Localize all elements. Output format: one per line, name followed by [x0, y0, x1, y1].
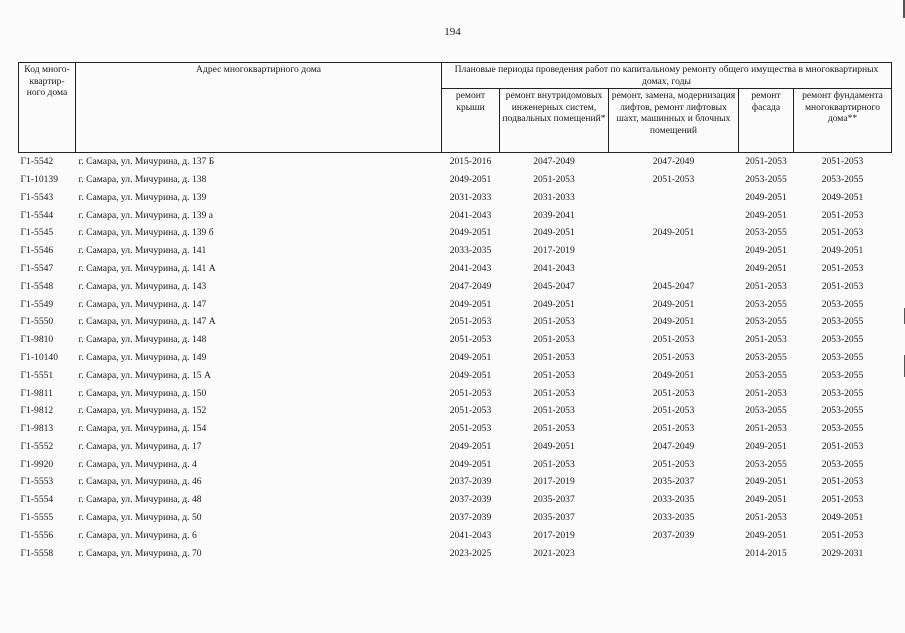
row-systems-period: 2047-2049 [500, 153, 609, 171]
row-foundation-period: 2053-2055 [821, 173, 864, 185]
row-foundation-period: 2049-2051 [821, 191, 864, 203]
row-systems-period: 2051-2053 [533, 316, 575, 328]
row-lifts-period: 2047-2049 [652, 440, 695, 452]
row-address: г. Самара, ул. Мичурина, д. 150 [78, 387, 207, 399]
row-facade-period: 2049-2051 [745, 476, 787, 488]
row-foundation-period: 2053-2055 [821, 334, 864, 346]
row-code: Г1-5552 [20, 440, 54, 452]
row-foundation-period: 2049-2051 [821, 512, 864, 524]
row-address: г. Самара, ул. Мичурина, д. 139 [78, 191, 207, 203]
row-lifts-period: 2037-2039 [652, 529, 695, 541]
row-facade-period: 2049-2051 [745, 262, 787, 274]
row-roof-period: 2049-2051 [449, 298, 492, 310]
row-address: г. Самара, ул. Мичурина, д. 143 [78, 280, 207, 292]
row-facade-period: 2053-2055 [745, 298, 787, 310]
table-row [19, 420, 892, 438]
row-facade-period: 2049-2051 [745, 209, 787, 221]
row-lifts-period: 2051-2053 [652, 351, 695, 363]
row-foundation-period: 2053-2055 [821, 351, 864, 363]
row-code: Г1-5547 [20, 262, 54, 274]
row-facade-period: 2051-2053 [745, 423, 787, 435]
row-roof-period: 2049-2051 [449, 173, 492, 185]
row-code: Г1-5553 [20, 476, 54, 488]
row-roof-period: 2037-2039 [449, 494, 492, 506]
row-facade-period: 2053-2055 [745, 227, 787, 239]
row-systems-period: 2041-2043 [533, 262, 575, 274]
row-facade-period: 2053-2055 [745, 316, 787, 328]
row-roof-period: 2023-2025 [449, 547, 492, 559]
row-facade-period: 2051-2053 [745, 280, 787, 292]
row-roof-period: 2041-2043 [449, 262, 492, 274]
row-facade-period: 2053-2055 [745, 351, 787, 363]
header-foundation: ремонт фундамента многоквартирного дома** [794, 89, 892, 153]
row-systems-period: 2051-2053 [533, 423, 575, 435]
row-code: Г1-9813 [20, 423, 54, 435]
row-systems-period: 2051-2053 [533, 405, 575, 417]
row-lifts-period [609, 242, 739, 260]
table-row [19, 153, 892, 171]
table-row [19, 171, 892, 189]
row-systems-period: 2051-2053 [533, 387, 575, 399]
row-foundation-period: 2053-2055 [821, 387, 864, 399]
row-facade-period: 2051-2053 [739, 153, 794, 171]
row-systems-period: 2017-2019 [533, 476, 575, 488]
row-address: г. Самара, ул. Мичурина, д. 46 [78, 476, 202, 488]
page-number: 194 [444, 26, 461, 38]
row-lifts-period: 2047-2049 [609, 153, 739, 171]
table-row [19, 189, 892, 207]
row-code: Г1-5551 [20, 369, 54, 381]
row-address: г. Самара, ул. Мичурина, д. 138 [78, 173, 207, 185]
row-lifts-period: 2051-2053 [652, 458, 695, 470]
table-row [19, 456, 892, 474]
row-code: Г1-5543 [20, 191, 54, 203]
row-systems-period: 2049-2051 [533, 227, 575, 239]
row-code: Г1-5556 [20, 529, 54, 541]
row-lifts-period: 2049-2051 [652, 298, 695, 310]
row-systems-period: 2017-2019 [533, 245, 575, 257]
row-roof-period: 2049-2051 [449, 351, 492, 363]
row-foundation-period: 2051-2053 [794, 153, 892, 171]
row-address: г. Самара, ул. Мичурина, д. 4 [78, 458, 197, 470]
row-foundation-period: 2053-2055 [821, 423, 864, 435]
row-address: г. Самара, ул. Мичурина, д. 147 А [78, 316, 216, 328]
row-systems-period: 2051-2053 [533, 351, 575, 363]
row-address: г. Самара, ул. Мичурина, д. 50 [78, 512, 202, 524]
row-code: Г1-5550 [20, 316, 54, 328]
row-roof-period: 2037-2039 [449, 476, 492, 488]
row-address: г. Самара, ул. Мичурина, д. 6 [78, 529, 197, 541]
row-facade-period: 2049-2051 [745, 440, 787, 452]
row-systems-period: 2035-2037 [533, 512, 575, 524]
row-lifts-period: 2051-2053 [652, 334, 695, 346]
row-address: г. Самара, ул. Мичурина, д. 139 б [78, 227, 214, 239]
row-systems-period: 2051-2053 [533, 458, 575, 470]
row-code: Г1-5544 [20, 209, 54, 221]
row-foundation-period: 2051-2053 [821, 440, 864, 452]
row-foundation-period: 2051-2053 [821, 227, 864, 239]
row-lifts-period: 2049-2051 [652, 227, 695, 239]
row-address: г. Самара, ул. Мичурина, д. 149 [78, 351, 207, 363]
row-code: Г1-5549 [20, 298, 54, 310]
row-address: г. Самара, ул. Мичурина, д. 48 [78, 494, 202, 506]
row-facade-period: 2049-2051 [745, 494, 787, 506]
row-facade-period: 2053-2055 [745, 458, 787, 470]
row-foundation-period: 2051-2053 [821, 262, 864, 274]
row-systems-period: 2051-2053 [533, 173, 575, 185]
row-code: Г1-10140 [20, 351, 59, 363]
row-code: Г1-5548 [20, 280, 54, 292]
row-foundation-period: 2049-2051 [821, 245, 864, 257]
row-roof-period: 2041-2043 [449, 529, 492, 541]
row-roof-period: 2041-2043 [449, 209, 492, 221]
row-address: г. Самара, ул. Мичурина, д. 141 [78, 245, 207, 257]
table-row [19, 473, 892, 491]
row-facade-period: 2014-2015 [745, 547, 787, 559]
header-facade: ремонт фасада [739, 89, 794, 153]
table-row [19, 527, 892, 545]
header-address: Адрес многоквартирного дома [76, 63, 442, 153]
row-code: Г1-5542 [19, 153, 76, 171]
table-row [19, 438, 892, 456]
row-foundation-period: 2029-2031 [821, 547, 864, 559]
row-facade-period: 2049-2051 [745, 529, 787, 541]
row-facade-period: 2051-2053 [745, 334, 787, 346]
row-address: г. Самара, ул. Мичурина, д. 141 А [78, 262, 216, 274]
row-lifts-period: 2051-2053 [652, 387, 695, 399]
row-systems-period: 2049-2051 [533, 298, 575, 310]
row-systems-period: 2039-2041 [533, 209, 575, 221]
row-code: Г1-9812 [20, 405, 54, 417]
row-roof-period: 2049-2051 [449, 369, 492, 381]
row-foundation-period: 2051-2053 [821, 280, 864, 292]
row-lifts-period: 2035-2037 [652, 476, 695, 488]
row-code: Г1-5546 [20, 245, 54, 257]
table-row [19, 384, 892, 402]
row-address: г. Самара, ул. Мичурина, д. 139 а [78, 209, 214, 221]
row-roof-period: 2051-2053 [449, 334, 492, 346]
row-address: г. Самара, ул. Мичурина, д. 152 [78, 405, 207, 417]
row-facade-period: 2053-2055 [745, 369, 787, 381]
row-lifts-period [609, 545, 739, 563]
table-row [19, 295, 892, 313]
row-lifts-period: 2045-2047 [652, 280, 695, 292]
row-roof-period: 2015-2016 [442, 153, 500, 171]
row-facade-period: 2051-2053 [745, 512, 787, 524]
row-roof-period: 2047-2049 [449, 280, 492, 292]
row-systems-period: 2031-2033 [533, 191, 575, 203]
row-roof-period: 2033-2035 [449, 245, 492, 257]
row-address: г. Самара, ул. Мичурина, д. 147 [78, 298, 207, 310]
row-lifts-period [609, 206, 739, 224]
row-lifts-period [609, 260, 739, 278]
row-code: Г1-5558 [20, 547, 54, 559]
row-foundation-period: 2051-2053 [821, 494, 864, 506]
row-roof-period: 2051-2053 [449, 423, 492, 435]
row-facade-period: 2053-2055 [745, 173, 787, 185]
table-row [19, 545, 892, 563]
row-address: г. Самара, ул. Мичурина, д. 17 [78, 440, 202, 452]
table-row [19, 349, 892, 367]
row-facade-period: 2049-2051 [745, 191, 787, 203]
row-lifts-period: 2051-2053 [652, 405, 695, 417]
row-systems-period: 2017-2019 [533, 529, 575, 541]
row-facade-period: 2049-2051 [745, 245, 787, 257]
table-row [19, 278, 892, 296]
row-foundation-period: 2053-2055 [821, 316, 864, 328]
header-lifts: ремонт, замена, модернизация лифтов, ремонт лифтовых шахт, машинных и блочных помещений [609, 89, 739, 153]
row-address: г. Самара, ул. Мичурина, д. 148 [78, 334, 207, 346]
row-foundation-period: 2051-2053 [821, 476, 864, 488]
table-row [19, 509, 892, 527]
row-foundation-period: 2053-2055 [821, 458, 864, 470]
row-roof-period: 2049-2051 [449, 227, 492, 239]
row-lifts-period: 2051-2053 [652, 423, 695, 435]
row-systems-period: 2051-2053 [533, 369, 575, 381]
row-systems-period: 2045-2047 [533, 280, 575, 292]
table-row [19, 402, 892, 420]
table-row [19, 242, 892, 260]
row-roof-period: 2049-2051 [449, 440, 492, 452]
capital-repair-schedule-table [18, 62, 892, 562]
table-row [19, 331, 892, 349]
header-code: Код много-квартир-ного дома [19, 63, 76, 153]
table-row [19, 491, 892, 509]
row-facade-period: 2051-2053 [745, 387, 787, 399]
table-row [19, 206, 892, 224]
row-lifts-period: 2049-2051 [652, 316, 695, 328]
row-lifts-period: 2033-2035 [652, 494, 695, 506]
row-foundation-period: 2053-2055 [821, 298, 864, 310]
row-address: г. Самара, ул. Мичурина, д. 70 [78, 547, 202, 559]
row-code: Г1-9920 [20, 458, 54, 470]
row-code: Г1-5555 [20, 512, 54, 524]
row-roof-period: 2051-2053 [449, 405, 492, 417]
row-address: г. Самара, ул. Мичурина, д. 137 Б [76, 153, 442, 171]
row-code: Г1-5545 [20, 227, 54, 239]
header-periods-group: Плановые периоды проведения работ по капитальному ремонту общего имущества в многоквартирных домах, годы [442, 63, 892, 89]
row-roof-period: 2051-2053 [449, 316, 492, 328]
row-lifts-period: 2033-2035 [652, 512, 695, 524]
table-row [19, 224, 892, 242]
header-systems: ремонт внутридомовых инженерных систем, подвальных помещений* [500, 89, 609, 153]
row-systems-period: 2035-2037 [533, 494, 575, 506]
row-lifts-period: 2051-2053 [652, 173, 695, 185]
row-systems-period: 2049-2051 [533, 440, 575, 452]
row-foundation-period: 2051-2053 [821, 209, 864, 221]
row-systems-period: 2051-2053 [533, 334, 575, 346]
table-row [19, 260, 892, 278]
row-code: Г1-10139 [20, 173, 59, 185]
row-foundation-period: 2053-2055 [821, 369, 864, 381]
row-address: г. Самара, ул. Мичурина, д. 15 А [78, 369, 211, 381]
row-code: Г1-9811 [20, 387, 53, 399]
row-lifts-period [609, 189, 739, 207]
row-roof-period: 2037-2039 [449, 512, 492, 524]
row-foundation-period: 2053-2055 [821, 405, 864, 417]
row-foundation-period: 2051-2053 [821, 529, 864, 541]
row-systems-period: 2021-2023 [533, 547, 575, 559]
row-roof-period: 2051-2053 [449, 387, 492, 399]
row-facade-period: 2053-2055 [745, 405, 787, 417]
row-address: г. Самара, ул. Мичурина, д. 154 [78, 423, 207, 435]
row-roof-period: 2049-2051 [449, 458, 492, 470]
row-lifts-period: 2049-2051 [652, 369, 695, 381]
row-code: Г1-9810 [20, 334, 54, 346]
table-row [19, 367, 892, 385]
header-roof: ремонт крыши [442, 89, 500, 153]
row-roof-period: 2031-2033 [449, 191, 492, 203]
row-code: Г1-5554 [20, 494, 54, 506]
table-row [19, 313, 892, 331]
